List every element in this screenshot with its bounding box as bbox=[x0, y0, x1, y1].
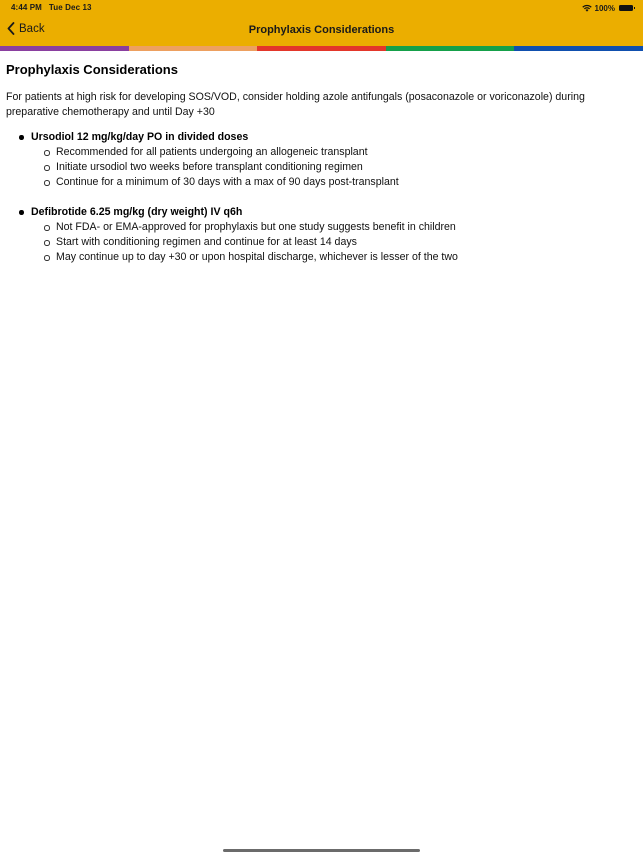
status-bar-time bbox=[11, 3, 92, 12]
item-title: Ursodiol 12 mg/kg/day PO in divided doses bbox=[31, 131, 249, 143]
battery-percent: 100% bbox=[594, 3, 615, 13]
section-heading: Prophylaxis Considerations bbox=[6, 62, 178, 77]
status-time: 4:44 PM bbox=[11, 3, 42, 12]
content-area bbox=[6, 61, 626, 280]
sub-item-text: Recommended for all patients undergoing an allogeneic transplant bbox=[56, 146, 368, 158]
sub-list-item bbox=[31, 160, 626, 175]
circle-bullet-icon bbox=[44, 165, 50, 171]
sub-list bbox=[31, 220, 626, 265]
sub-item-text: Continue for a minimum of 30 days with a max of 90 days post-transplant bbox=[56, 176, 399, 188]
stripe-segment-green bbox=[386, 46, 515, 51]
stripe-segment-blue bbox=[514, 46, 643, 51]
sub-list-item bbox=[31, 145, 626, 160]
sub-list-item bbox=[31, 235, 626, 250]
status-bar-right bbox=[582, 2, 633, 14]
sub-list-item bbox=[31, 250, 626, 265]
home-indicator[interactable] bbox=[223, 849, 420, 852]
list-item-defibrotide bbox=[6, 205, 626, 265]
sub-item-text: Start with conditioning regimen and continue for at least 14 days bbox=[56, 236, 357, 248]
circle-bullet-icon bbox=[44, 150, 50, 156]
status-date: Tue Dec 13 bbox=[48, 3, 92, 12]
circle-bullet-icon bbox=[44, 225, 50, 231]
bullet-icon bbox=[19, 210, 24, 215]
color-stripe bbox=[0, 46, 643, 51]
intro-paragraph: For patients at high risk for developing SOS/VOD, consider holding azole antifungals (posaconazole or voriconazole) during preparative chemotherapy and until Day +30 bbox=[6, 91, 585, 118]
sub-list-item bbox=[31, 175, 626, 190]
bullet-icon bbox=[19, 135, 24, 140]
navigation-header bbox=[0, 0, 643, 46]
stripe-segment-purple bbox=[0, 46, 129, 51]
list-item-ursodiol bbox=[6, 130, 626, 190]
sub-item-text: May continue up to day +30 or upon hospital discharge, whichever is lesser of the two bbox=[56, 251, 458, 263]
page-title: Prophylaxis Considerations bbox=[248, 24, 395, 36]
back-label: Back bbox=[19, 22, 45, 35]
stripe-segment-red bbox=[257, 46, 386, 51]
sub-item-text: Not FDA- or EMA-approved for prophylaxis but one study suggests benefit in children bbox=[56, 221, 456, 233]
sub-list bbox=[31, 145, 626, 190]
circle-bullet-icon bbox=[44, 255, 50, 261]
circle-bullet-icon bbox=[44, 180, 50, 186]
item-title: Defibrotide 6.25 mg/kg (dry weight) IV q6h bbox=[31, 206, 243, 218]
sub-list-item bbox=[31, 220, 626, 235]
recommendation-list bbox=[6, 130, 626, 265]
sub-item-text: Initiate ursodiol two weeks before transplant conditioning regimen bbox=[56, 161, 363, 173]
wifi-icon bbox=[582, 4, 592, 12]
battery-icon bbox=[619, 5, 633, 11]
circle-bullet-icon bbox=[44, 240, 50, 246]
stripe-segment-orange bbox=[129, 46, 258, 51]
